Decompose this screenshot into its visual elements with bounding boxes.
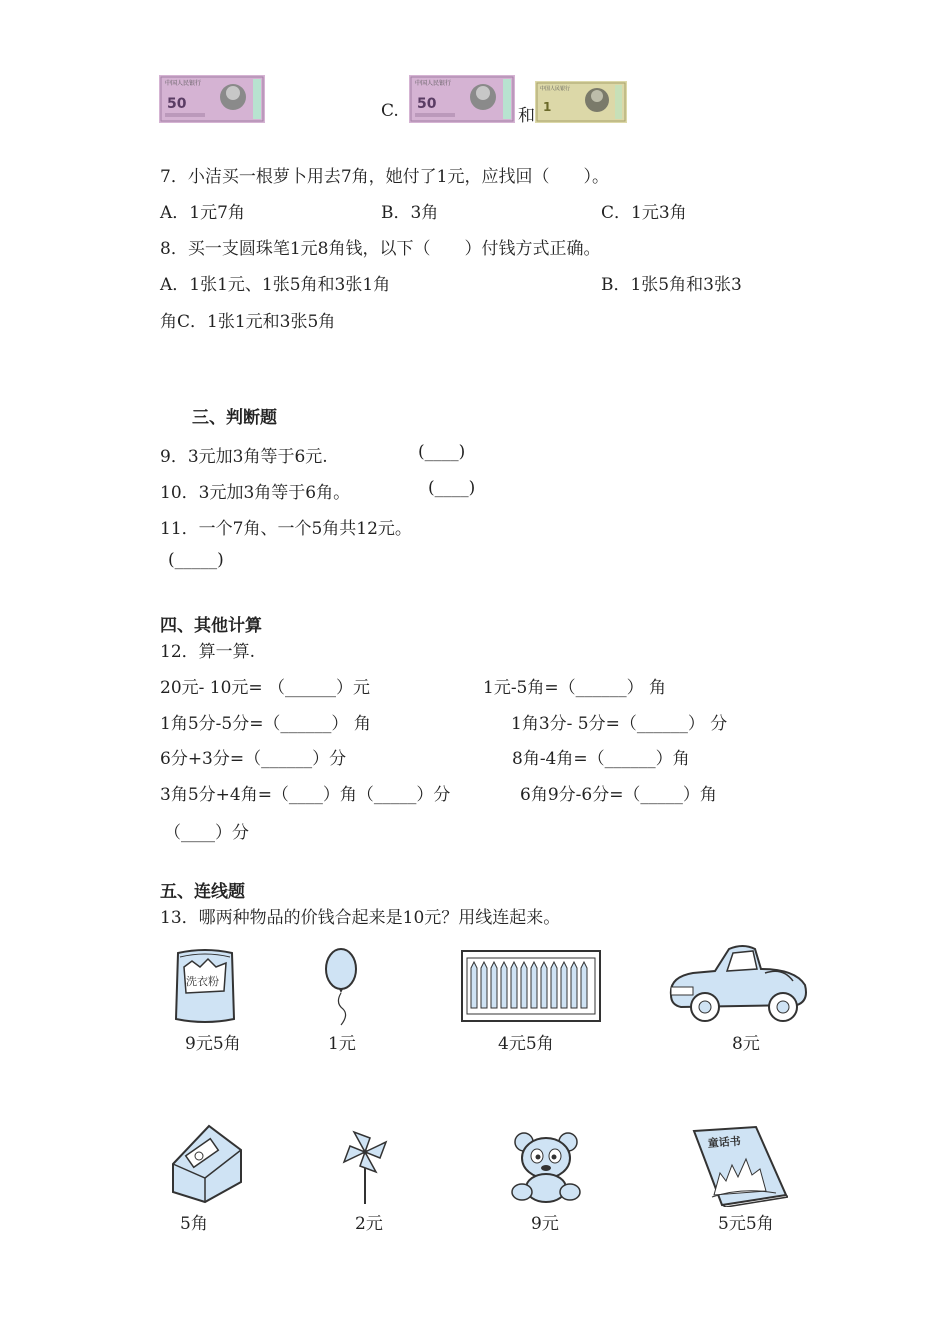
calc-row2-right: 1角3分- 5分=（______） 分 — [511, 714, 728, 734]
banknote-50-yuan-image — [159, 75, 265, 123]
price-sharpener: 5角 — [180, 1214, 208, 1234]
pinwheel-icon — [340, 1128, 390, 1211]
price-panda: 9元 — [531, 1214, 559, 1234]
q10-text: 10．3元加3角等于6角。 — [160, 483, 351, 503]
svg-text:中国人民银行: 中国人民银行 — [540, 86, 571, 92]
svg-text:中国人民银行: 中国人民银行 — [415, 80, 452, 87]
svg-text:1: 1 — [543, 100, 552, 114]
q9-answer-blank: (____) — [418, 442, 466, 462]
price-crayons: 4元5角 — [498, 1034, 554, 1054]
section3-title: 三、判断题 — [192, 408, 277, 428]
calc-row2-left: 1角5分-5分=（______） 角 — [160, 714, 371, 734]
q7-stem: 7．小洁买一根萝卜用去7角，她付了1元，应找回（ ）。 — [160, 167, 609, 187]
svg-text:50: 50 — [417, 96, 437, 112]
price-balloon: 1元 — [328, 1034, 356, 1054]
q7-option-c: C．1元3角 — [601, 203, 687, 223]
q8-option-a: A．1张1元、1张5角和3张1角 — [160, 275, 391, 295]
calc-row1-left: 20元- 10元= （______）元 — [160, 678, 371, 698]
q8-option-b-cont-c: 角C．1张1元和3张5角 — [160, 312, 336, 332]
calc-row1-right: 1元-5角=（______） 角 — [483, 678, 667, 698]
banknote-1-yuan-image — [535, 81, 627, 123]
calc-row3-left: 6分+3分=（______）分 — [160, 749, 347, 769]
q13-text: 13．哪两种物品的价钱合起来是10元？用线连起来。 — [160, 908, 561, 928]
svg-text:洗衣粉: 洗衣粉 — [186, 975, 219, 988]
q11-answer-blank: (_____) — [168, 550, 224, 570]
q10-answer-blank: (____) — [428, 478, 476, 498]
pencil-sharpener-icon — [169, 1120, 245, 1209]
price-storybook: 5元5角 — [718, 1214, 774, 1234]
q6-option-c-label: C. — [381, 101, 399, 121]
q8-stem: 8．买一支圆珠笔1元8角钱，以下（ ）付钱方式正确。 — [160, 239, 601, 259]
q6-and-text: 和 — [518, 106, 535, 126]
section4-title: 四、其他计算 — [160, 616, 262, 636]
balloon-icon — [321, 947, 361, 1032]
calc-row5: （____）分 — [164, 823, 249, 843]
storybook-icon — [692, 1125, 788, 1212]
calc-row4-right: 6角9分-6分=（_____）角 — [520, 785, 717, 805]
section5-title: 五、连线题 — [160, 882, 245, 902]
price-detergent: 9元5角 — [185, 1034, 241, 1054]
panda-toy-icon — [508, 1130, 584, 1209]
svg-text:中国人民银行: 中国人民银行 — [165, 80, 202, 87]
q7-option-b: B．3角 — [381, 203, 439, 223]
q9-text: 9．3元加3角等于6元. — [160, 447, 328, 467]
q8-option-b: B．1张5角和3张3 — [601, 275, 742, 295]
banknote-50-yuan-image — [409, 75, 515, 123]
calc-row4-left: 3角5分+4角=（____）角（_____）分 — [160, 785, 451, 805]
svg-text:童话书: 童话书 — [707, 1134, 742, 1150]
calc-row3-right: 8角-4角=（______）角 — [512, 749, 690, 769]
q7-option-a: A．1元7角 — [160, 203, 245, 223]
price-pinwheel: 2元 — [355, 1214, 383, 1234]
price-toy-car: 8元 — [732, 1034, 760, 1054]
detergent-bag-icon — [170, 947, 240, 1032]
crayon-box-icon — [461, 950, 601, 1027]
toy-car-icon — [665, 943, 811, 1032]
q12-text: 12．算一算. — [160, 642, 256, 662]
svg-text:50: 50 — [167, 96, 187, 112]
q11-text: 11．一个7角、一个5角共12元。 — [160, 519, 412, 539]
